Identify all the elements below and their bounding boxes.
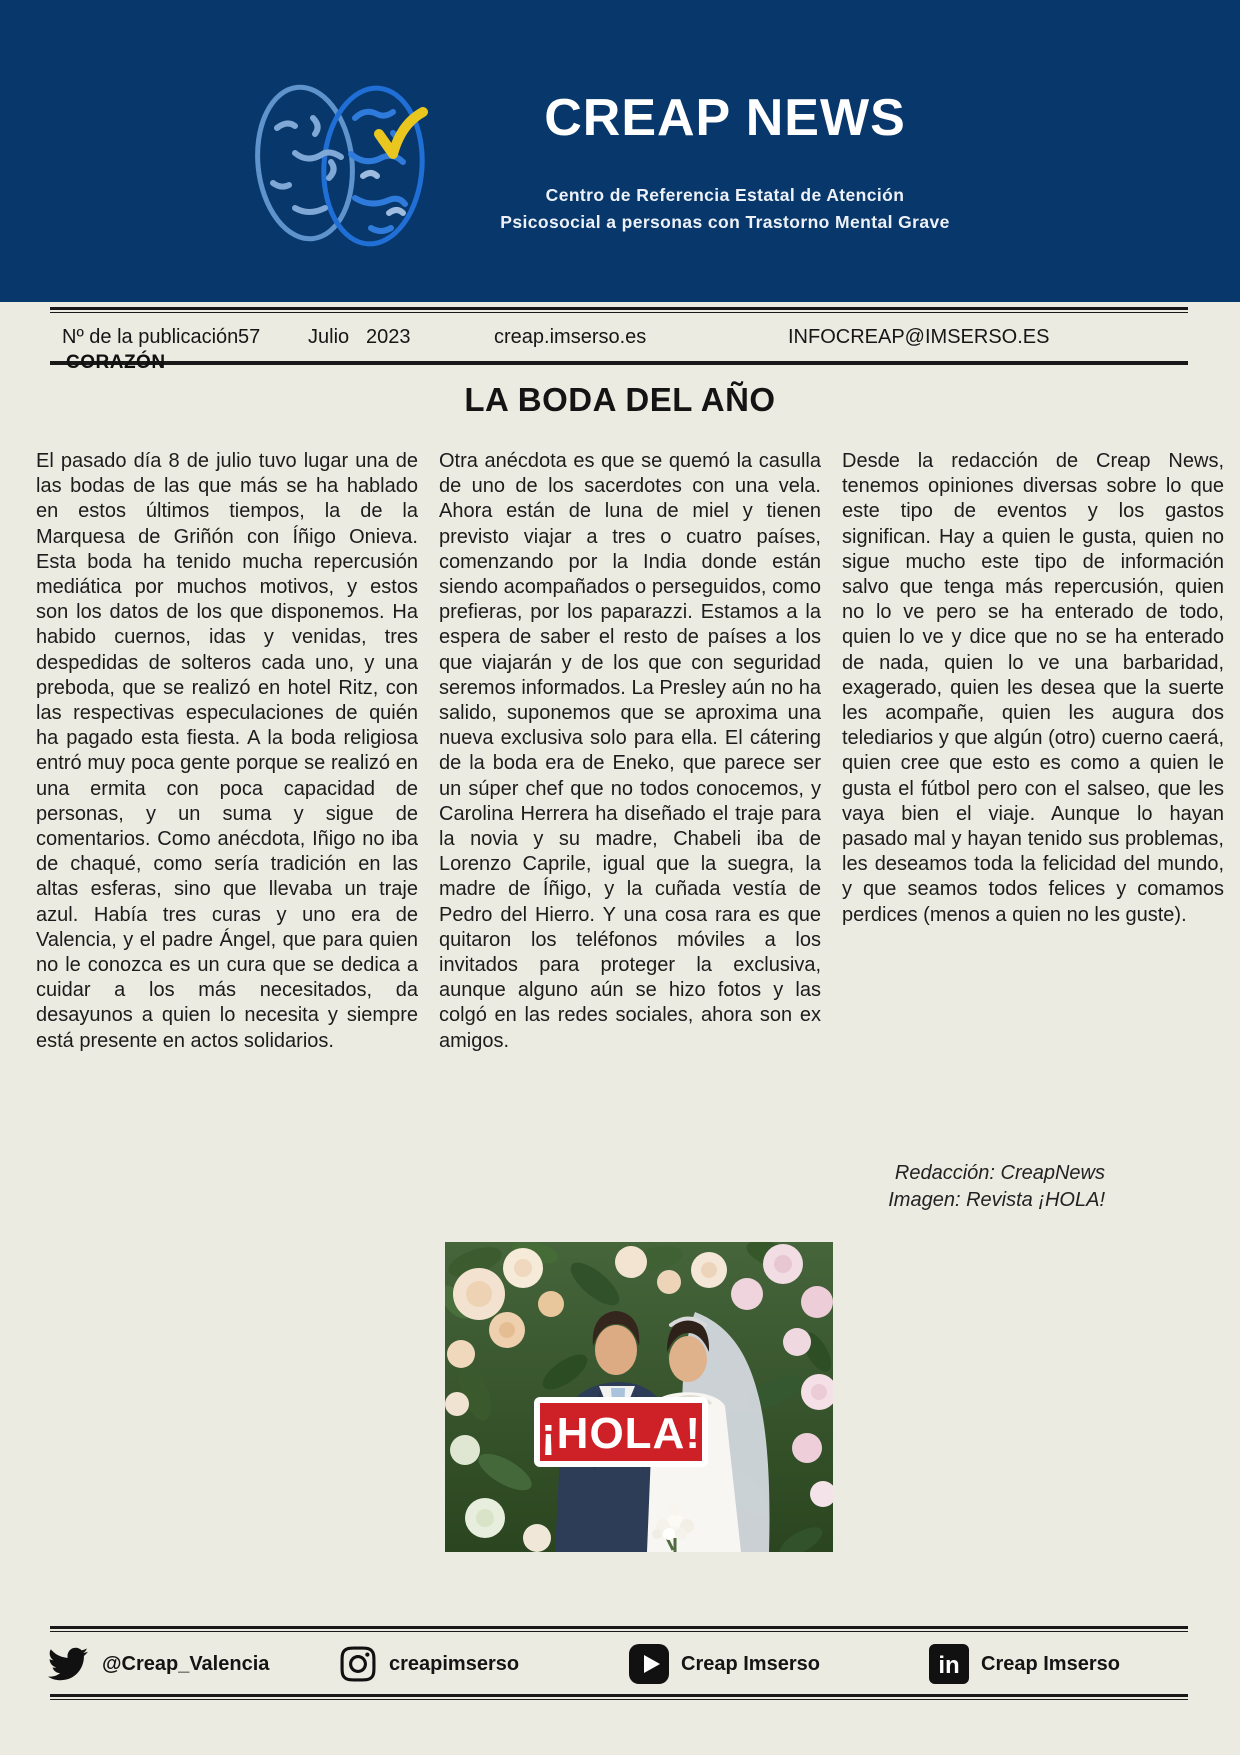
footer-item-youtube[interactable]	[628, 1638, 820, 1690]
footer-bottom-rule	[50, 1694, 1188, 1700]
article-column-2: Otra anécdota es que se quemó la casulla de uno de los sacerdotes con una vela. Ahora están de luna de miel y tienen previsto viajar a tres o cuatro países, comenzando por la India donde están siendo acompañados o perseguidos, como prefieras, por los paparazzi. Estamos a la espera de saber el resto de países a los que viajarán y de los que con seguridad seremos informados. La Presley aún no ha salido, suponemos que se aproxima una nueva exclusiva solo para ella. El cátering de la boda era de Eneko, que parece ser un súper chef que no todos conocemos, y Carolina Herrera ha diseñado el traje para la novia y su madre, Chabeli iba de Lorenzo Caprile, igual que la suegra, la madre de Íñigo, y la cuñada vestía de Pedro del Hierro. Y una cosa rara es que quitaron los teléfonos móviles a los invitados para proteger la exclusiva, aunque alguno aún se hizo fotos y las colgó en las redes sociales, ahora son ex amigos.	[439, 450, 821, 1052]
newsletter-title: CREAP NEWS	[544, 89, 906, 147]
publication-year: 2023	[366, 326, 411, 348]
info-bar-bottom-rule	[50, 361, 1188, 365]
newsletter-subtitle	[420, 182, 1030, 236]
email-link[interactable]: INFOCREAP@IMSERSO.ES	[788, 326, 1050, 348]
footer-item-twitter[interactable]	[45, 1638, 269, 1690]
article-column-3: Desde la redacción de Creap News, tenemos opiniones diversas sobre lo que este tipo de eventos y los gastos significan. Hay a quien le gusta, quien no sigue mucho este tipo de información salvo que tenga más repercusión, quien no lo ve pero se ha enterado de todo, quien lo ve y dice que no se ha enterado de nada, quien lo ve una barbaridad, exagerado, quien les desea que la suerte les acompañe, quien les augura dos telediarios y que algún (otro) cuerno caerá, quien cree que esto es como a quien le gusta el fútbol pero con el salseo, que les vaya bien el viaje. Aunque lo hayan pasado mal y hayan tenido sus problemas, les deseamos toda la felicidad del mundo, y que seamos todos felices y comamos perdices (menos a quien no les guste).	[842, 450, 1224, 926]
publication-month: Julio	[308, 326, 350, 348]
publication-number: 57	[238, 326, 261, 348]
article-body	[36, 449, 1224, 1054]
article-credits	[888, 1160, 1105, 1214]
publication-number-label: Nº de la publicación	[62, 326, 239, 348]
twitter-icon	[45, 1644, 91, 1684]
linkedin-icon	[928, 1643, 970, 1685]
footer-top-rule	[50, 1626, 1188, 1632]
svg-text:in: in	[938, 1652, 960, 1679]
footer-social-bar	[0, 1638, 1240, 1690]
hola-magazine-badge	[537, 1400, 705, 1464]
footer-item-linkedin[interactable]	[928, 1638, 1120, 1690]
brain-with-check-icon	[243, 58, 438, 256]
instagram-handle: creapimserso	[389, 1652, 520, 1675]
publication-info-bar	[50, 307, 1188, 365]
twitter-handle: @Creap_Valencia	[102, 1652, 270, 1675]
website-link[interactable]: creap.imserso.es	[494, 326, 647, 348]
youtube-label: Creap Imserso	[681, 1652, 820, 1675]
section-label-corazon: CORAZÓN	[66, 352, 166, 373]
footer-item-instagram[interactable]	[338, 1638, 519, 1690]
credit-imagen: Imagen: Revista ¡HOLA!	[888, 1189, 1105, 1211]
linkedin-label: Creap Imserso	[981, 1652, 1120, 1675]
subtitle-line-2: Psicosocial a personas con Trastorno Mental Grave	[500, 212, 950, 232]
youtube-icon	[628, 1643, 670, 1685]
wedding-photo	[445, 1242, 833, 1552]
credit-redaccion: Redacción: CreapNews	[894, 1162, 1105, 1184]
article-title: LA BODA DEL AÑO	[464, 381, 776, 418]
article-column-1: El pasado día 8 de julio tuvo lugar una de las bodas de las que más se ha hablado en estos últimos tiempos, la de la Marquesa de Griñón con Íñigo Onieva. Esta boda ha tenido mucha repercusión mediática por muchos motivos, y estos son los datos de los que disponemos. Ha habido cuernos, idas y venidas, tres despedidas de solteros cada uno, y una preboda, que se realizó en hotel Ritz, con las respectivas especulaciones de quién ha pagado esta fiesta. A la boda religiosa entró muy poca gente porque se realizó en una ermita con poca capacidad de personas, y un suma y sigue de comentarios. Como anécdota, Iñigo no iba de chaqué, como sería tradición en las altas esferas, sino que llevaba un traje azul. Había tres curas y uno era de Valencia, y el padre Ángel, que para quien no le conozca es un cura que se dedica a cuidar a los más necesitados, da desayunos a quien lo necesita y siempre está presente en actos solidarios.	[36, 450, 418, 1052]
subtitle-line-1: Centro de Referencia Estatal de Atención	[545, 185, 905, 205]
header-banner	[0, 0, 1240, 302]
instagram-icon	[338, 1644, 378, 1684]
hola-badge-text: ¡HOLA!	[541, 1409, 701, 1458]
